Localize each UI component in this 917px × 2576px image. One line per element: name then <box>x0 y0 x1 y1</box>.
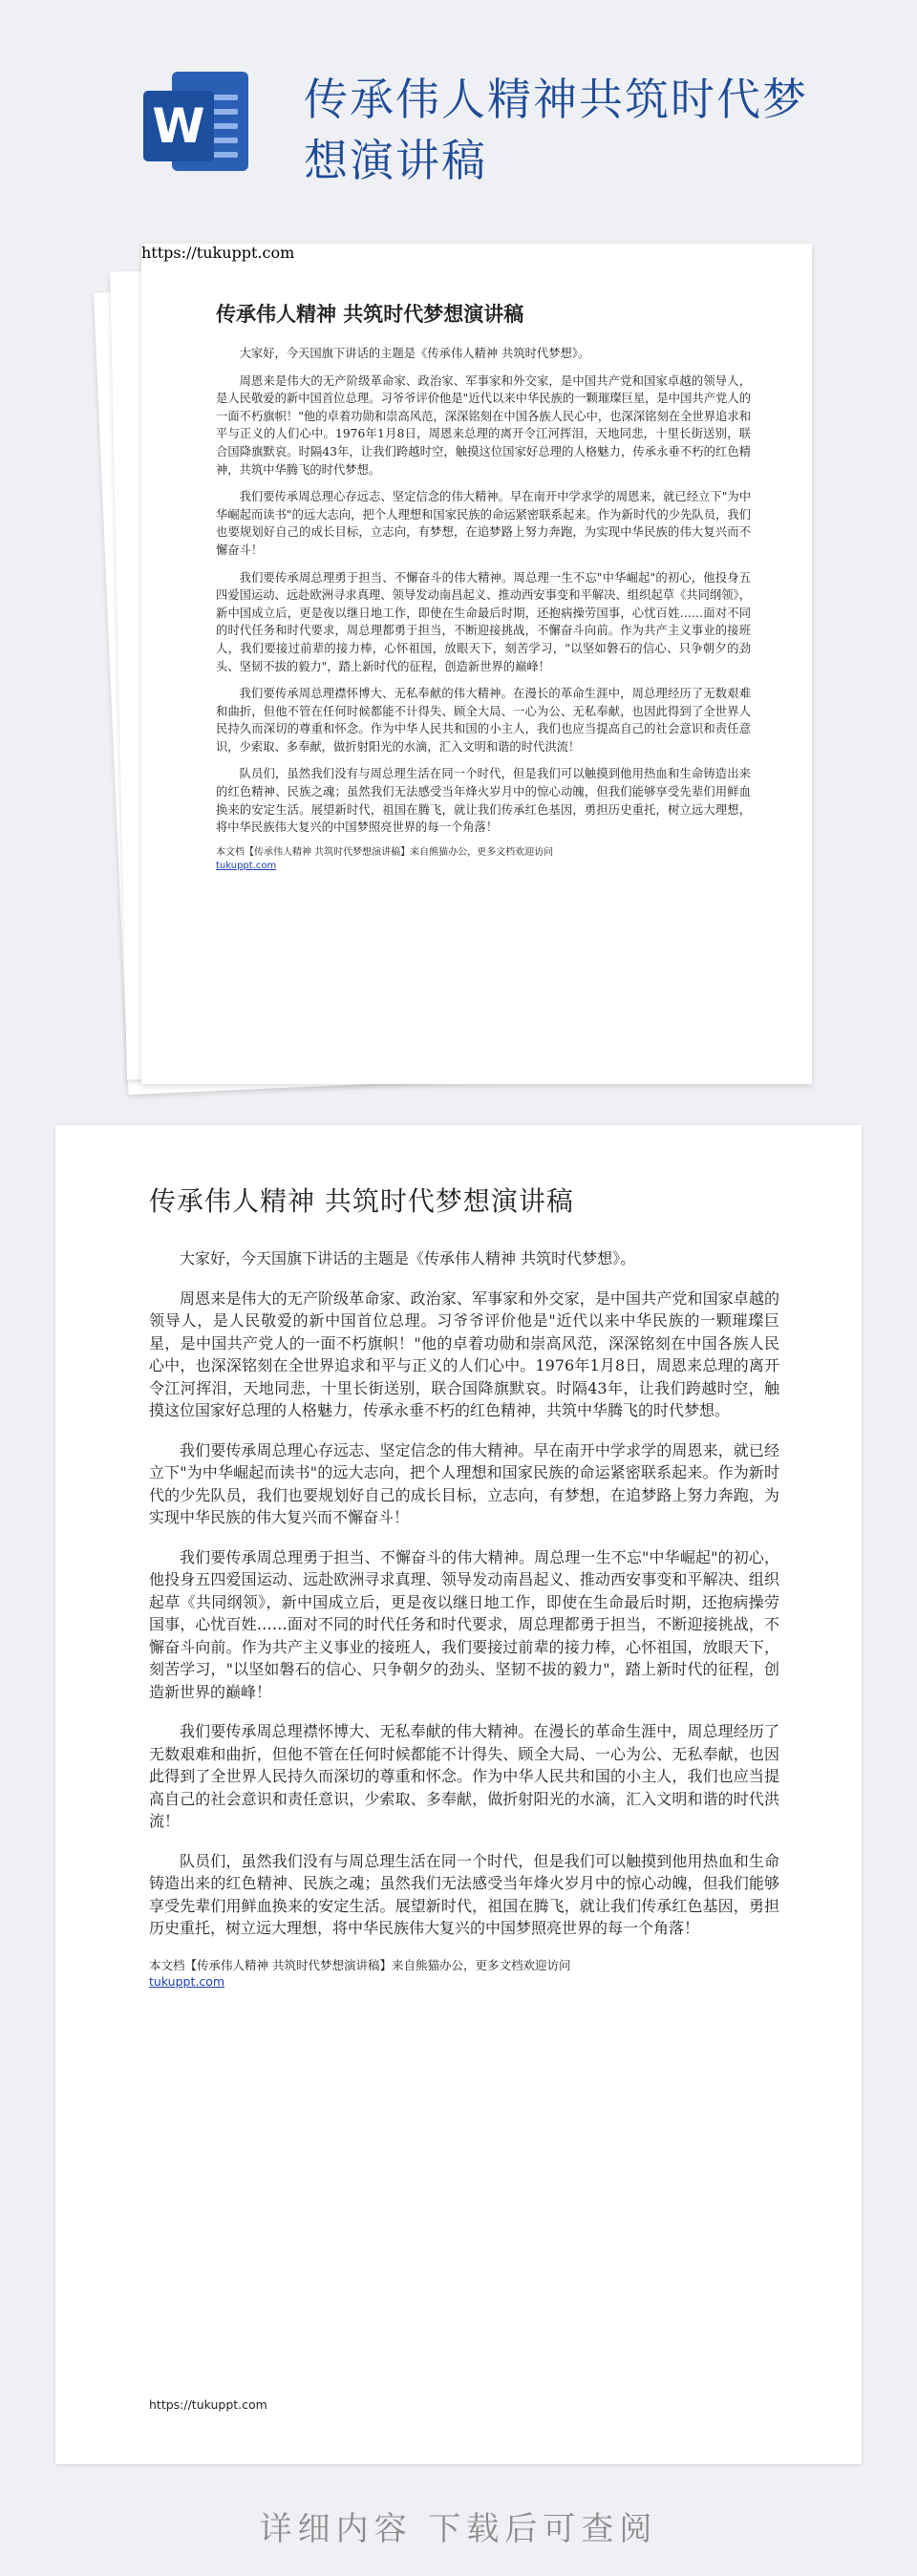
source-link[interactable]: tukuppt.com <box>149 1973 225 1989</box>
paragraph: 我们要传承周总理勇于担当、不懈奋斗的伟大精神。周总理一生不忘"中华崛起"的初心，他投身五四爱国运动、远赴欧洲寻求真理、领导发动南昌起义、推动西安事变和平解决、组织起草《共同纲领》，新中国成立后，更是夜以继日地工作，即使在生命最后时期，还抱病操劳国事，心忧百姓……面对不同的时代任务和时代要求，周总理都勇于担当，不断迎接挑战，不懈奋斗向前。作为共产主义事业的接班人，我们要接过前辈的接力棒，心怀祖国，放眼天下，刻苦学习，"以坚如磐石的信心、只争朝夕的劲头、坚韧不拔的毅力"，踏上新时代的征程，创造新世界的巅峰！ <box>149 1547 779 1701</box>
preview-page <box>141 244 812 1084</box>
paragraph: 大家好，今天国旗下讲话的主题是《传承伟人精神 共筑时代梦想》。 <box>239 347 590 360</box>
word-document-icon <box>143 72 248 177</box>
paragraph: 我们要传承周总理心存远志、坚定信念的伟大精神。早在南开中学求学的周恩来，就已经立下"为中华崛起而读书"的远大志向，把个人理想和国家民族的命运紧密联系起来。作为新时代的少先队员，我们也要规划好自己的成长目标，立志向，有梦想，在追梦路上努力奔跑，为实现中华民族的伟大复兴而不懈奋斗！ <box>216 490 751 557</box>
paragraph: 周恩来是伟大的无产阶级革命家、政治家、军事家和外交家，是中国共产党和国家卓越的领导人，是人民敬爱的新中国首位总理。习爷爷评价他是"近代以来中华民族的一颗璀璨巨星，是中国共产党人的一面不朽旗帜！"他的卓着功勋和崇高风范，深深铭刻在中国各族人民心中，也深深铭刻在全世界追求和平与正义的人们心中。1976年1月8日，周恩来总理的离开令江河挥泪，天地同悲，十里长街送别，联合国降旗默哀。时隔43年，让我们跨越时空，触摸这位国家好总理的人格魅力，传承永垂不朽的红色精神，共筑中华腾飞的时代梦想。 <box>216 373 751 477</box>
paragraph: 大家好，今天国旗下讲话的主题是《传承伟人精神 共筑时代梦想》。 <box>180 1249 636 1267</box>
source-note <box>149 1957 779 1990</box>
source-note <box>216 846 751 873</box>
paragraph: 周恩来是伟大的无产阶级革命家、政治家、军事家和外交家，是中国共产党和国家卓越的领导人，是人民敬爱的新中国首位总理。习爷爷评价他是"近代以来中华民族的一颗璀璨巨星，是中国共产党人的一面不朽旗帜！"他的卓着功勋和崇高风范，深深铭刻在中国各族人民心中，也深深铭刻在全世界追求和平与正义的人们心中。1976年1月8日，周恩来总理的离开令江河挥泪，天地同悲，十里长街送别，联合国降旗默哀。时隔43年，让我们跨越时空，触摸这位国家好总理的人格魅力，传承永垂不朽的红色精神，共筑中华腾飞的时代梦想。 <box>149 1288 779 1419</box>
header <box>0 0 917 210</box>
download-hint: 详细内容 下载后可查阅 <box>259 2510 658 2548</box>
document-preview-stack <box>105 244 812 1094</box>
preview-content <box>216 299 751 873</box>
footer-url: https://tukuppt.com <box>141 244 295 262</box>
word-icon-letter: W <box>143 91 214 161</box>
paragraph: 队员们，虽然我们没有与周总理生活在同一个时代，但是我们可以触摸到他用热血和生命铸造出来的红色精神、民族之魂；虽然我们无法感受当年烽火岁月中的惊心动魄，但我们能够享受先辈们用鲜血换来的安定生活。展望新时代，祖国在腾飞，就让我们传承红色基因，勇担历史重托，树立远大理想，将中华民族伟大复兴的中国梦照亮世界的每一个角落！ <box>149 1851 779 1937</box>
paragraph: 我们要传承周总理心存远志、坚定信念的伟大精神。早在南开中学求学的周恩来，就已经立下"为中华崛起而读书"的远大志向，把个人理想和国家民族的命运紧密联系起来。作为新时代的少先队员，我们也要规划好自己的成长目标，立志向，有梦想，在追梦路上努力奔跑，为实现中华民族的伟大复兴而不懈奋斗！ <box>149 1440 779 1526</box>
paragraph: 我们要传承周总理勇于担当、不懈奋斗的伟大精神。周总理一生不忘"中华崛起"的初心，他投身五四爱国运动、远赴欧洲寻求真理、领导发动南昌起义、推动西安事变和平解决、组织起草《共同纲领》，新中国成立后，更是夜以继日地工作，即使在生命最后时期，还抱病操劳国事，心忧百姓……面对不同的时代任务和时代要求，周总理都勇于担当，不断迎接挑战，不懈奋斗向前。作为共产主义事业的接班人，我们要接过前辈的接力棒，心怀祖国，放眼天下，刻苦学习，"以坚如磐石的信心、只争朝夕的劲头、坚韧不拔的毅力"，踏上新时代的征程，创造新世界的巅峰！ <box>216 570 751 673</box>
source-text: 本文档【传承伟人精神 共筑时代梦想演讲稿】来自熊猫办公，更多文档欢迎访问 <box>149 1957 571 1972</box>
page-content <box>149 1181 779 1990</box>
paragraph: 队员们，虽然我们没有与周总理生活在同一个时代，但是我们可以触摸到他用热血和生命铸造出来的红色精神、民族之魂；虽然我们无法感受当年烽火岁月中的惊心动魄，但我们能够享受先辈们用鲜血换来的安定生活。展望新时代，祖国在腾飞，就让我们传承红色基因，勇担历史重托，树立远大理想，将中华民族伟大复兴的中国梦照亮世界的每一个角落！ <box>216 767 751 835</box>
paragraph: 我们要传承周总理襟怀博大、无私奉献的伟大精神。在漫长的革命生涯中，周总理经历了无数艰难和曲折，但他不管在任何时候都能不计得失、顾全大局、一心为公、无私奉献，也因此得到了全世界人民持久而深切的尊重和怀念。作为中华人民共和国的小主人，我们也应当提高自己的社会意识和责任意识，少索取、多奉献，做折射阳光的水滴，汇入文明和谐的时代洪流！ <box>216 687 751 754</box>
page-title: 传承伟人精神共筑时代梦想演讲稿 <box>304 74 808 186</box>
document-title: 传承伟人精神 共筑时代梦想演讲稿 <box>149 1185 574 1217</box>
source-link[interactable]: tukuppt.com <box>216 860 277 871</box>
paragraph: 我们要传承周总理襟怀博大、无私奉献的伟大精神。在漫长的革命生涯中，周总理经历了无数艰难和曲折，但他不管在任何时候都能不计得失、顾全大局、一心为公、无私奉献，也因此得到了全世界人民持久而深切的尊重和怀念。作为中华人民共和国的小主人，我们也应当提高自己的社会意识和责任意识，少索取、多奉献，做折射阳光的水滴，汇入文明和谐的时代洪流！ <box>149 1722 779 1830</box>
full-document-page <box>55 1125 862 2464</box>
document-title: 传承伟人精神 共筑时代梦想演讲稿 <box>216 302 524 326</box>
source-text: 本文档【传承伟人精神 共筑时代梦想演讲稿】来自熊猫办公，更多文档欢迎访问 <box>216 846 554 858</box>
footer-url: https://tukuppt.com <box>149 2397 267 2412</box>
